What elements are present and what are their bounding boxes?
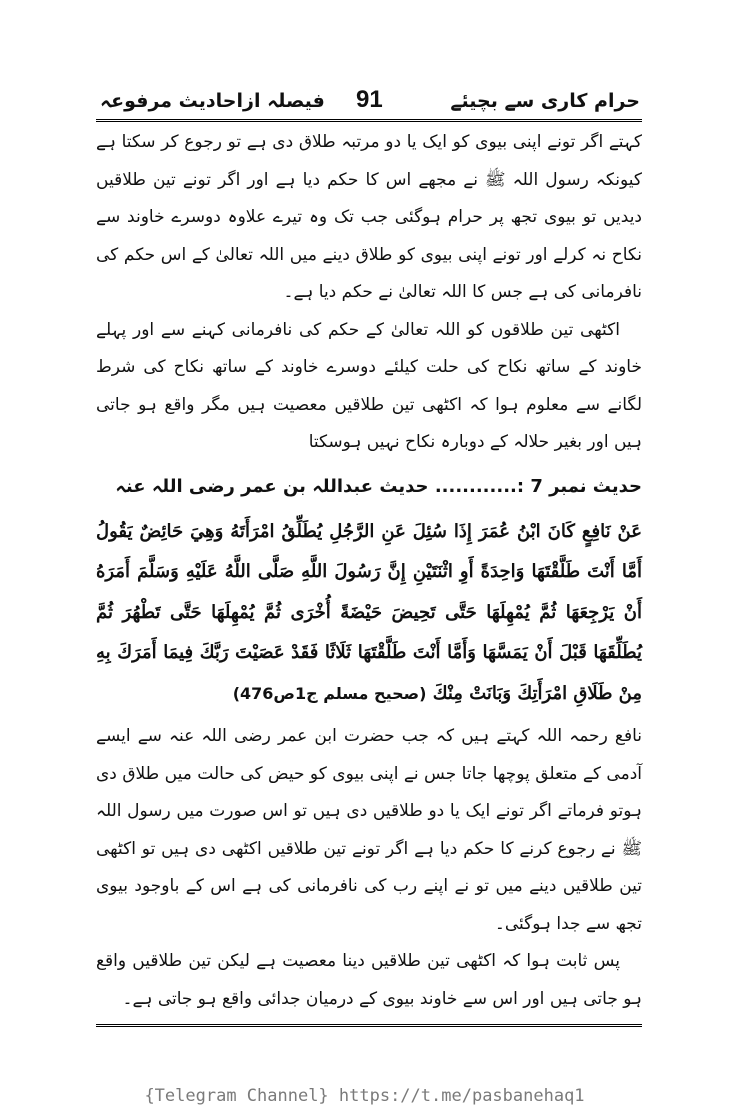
page-body <box>96 124 642 1018</box>
arabic-hadith <box>96 512 642 715</box>
hadith-dots: :............ <box>434 475 525 497</box>
running-title-left: فیصلہ ازاحادیث مرفوعہ <box>100 90 325 112</box>
header-divider <box>96 119 642 122</box>
paragraph-text: کہتے اگر تونے اپنی بیوی کو ایک یا دو مرتبہ طلاق دی ہے تو رجوع کر سکتا ہے کیونکہ رسول اللہ ﷺ نے مجھے اس کا حکم دیا ہے اور اگر تونے تین طلاقیں دیدیں تو بیوی تجھ پر حرام ہوگئی جب تک وہ تیرے علاوہ دوسرے خاوند سے نکاح نہ کرلے اور تونے اپنی بیوی کو طلاق دینے میں اللہ تعالیٰ کے اس حکم کی نافرمانی کی ہے جس کا اللہ تعالیٰ نے حکم دیا ہے۔ <box>96 132 642 302</box>
paragraph-text: نافع رحمہ اللہ کہتے ہیں کہ جب حضرت ابن عمر رضی اللہ عنہ سے ایسے آدمی کے متعلق پوچھا جاتا جس نے اپنی بیوی کو حیض کی حالت میں طلاق دی ہوتو فرماتے اگر تونے ایک یا دو طلاقیں دی ہیں تو اس صورت میں رسول اللہ ﷺ نے رجوع کرنے کا حکم دیا ہے اگر تونے تین طلاقیں اکٹھی دی ہیں تو اکٹھی تین طلاقیں دینے میں تو نے اپنے رب کی نافرمانی کی ہے اس کے باوجود بیوی تجھ سے جدا ہوگئی۔ <box>96 726 642 934</box>
telegram-watermark: {Telegram Channel} https://t.me/pasbanehaq1 <box>144 1086 585 1106</box>
paragraph-text: پس ثابت ہوا کہ اکٹھی تین طلاقیں دینا معصیت ہے لیکن تین طلاقیں واقع ہو جاتی ہیں اور اس سے خاوند بیوی کے درمیان جدائی واقع ہو جاتی ہے۔ <box>96 951 642 1009</box>
hadith-reference: (صحیح مسلم ج1ص476) <box>232 683 427 703</box>
page-number: 91 <box>356 86 383 113</box>
page-header <box>100 86 640 118</box>
hadith-label: حدیث نمبر <box>549 475 642 497</box>
running-title-right: حرام کاری سے بچیئے <box>450 90 640 112</box>
hadith-number: 7 <box>530 475 543 497</box>
paragraph <box>96 124 642 462</box>
arabic-text: عَنْ نَافِعٍ كَانَ ابْنُ عُمَرَ إِذَا سُئِلَ عَنِ الرَّجُلِ يُطَلِّقُ امْرَأَتَهُ وَهِيَ حَائِضٌ يَقُولُ أَمَّا أَنْتَ طَلَّقْتَهَا وَاحِدَةً أَوِ اثْنَتَيْنِ إِنَّ رَسُولَ اللَّهِ صَلَّى اللَّهُ عَلَيْهِ وَسَلَّمَ أَمَرَهُ أَنْ يَرْجِعَهَا ثُمَّ يُمْهِلَهَا حَتَّى تَحِيضَ حَيْضَةً أُخْرَى ثُمَّ يُمْهِلَهَا حَتَّى تَطْهُرَ ثُمَّ يُطَلِّقَهَا قَبْلَ أَنْ يَمَسَّهَا وَأَمَّا أَنْتَ طَلَّقْتَهَا ثَلَاثًا فَقَدْ عَصَيْتَ رَبَّكَ فِيمَا أَمَرَكَ بِهِ مِنْ طَلَاقِ امْرَأَتِكَ وَبَانَتْ مِنْكَ <box>96 520 642 704</box>
hadith-heading <box>96 468 642 506</box>
hadith-title: حدیث عبداللہ بن عمر رضی اللہ عنہ <box>115 475 429 497</box>
paragraph-text: اکٹھی تین طلاقوں کو اللہ تعالیٰ کے حکم کی نافرمانی کہنے سے اور پہلے خاوند کے ساتھ نکاح کی حلت کیلئے دوسرے خاوند کے ساتھ نکاح کی شرط لگانے سے معلوم ہوا کہ اکٹھی تین طلاقیں معصیت ہیں مگر واقع ہو جاتی ہیں اور بغیر حلالہ کے دوبارہ نکاح نہیں ہوسکتا <box>96 319 642 452</box>
footer-divider <box>96 1024 642 1027</box>
paragraph <box>96 718 642 1018</box>
